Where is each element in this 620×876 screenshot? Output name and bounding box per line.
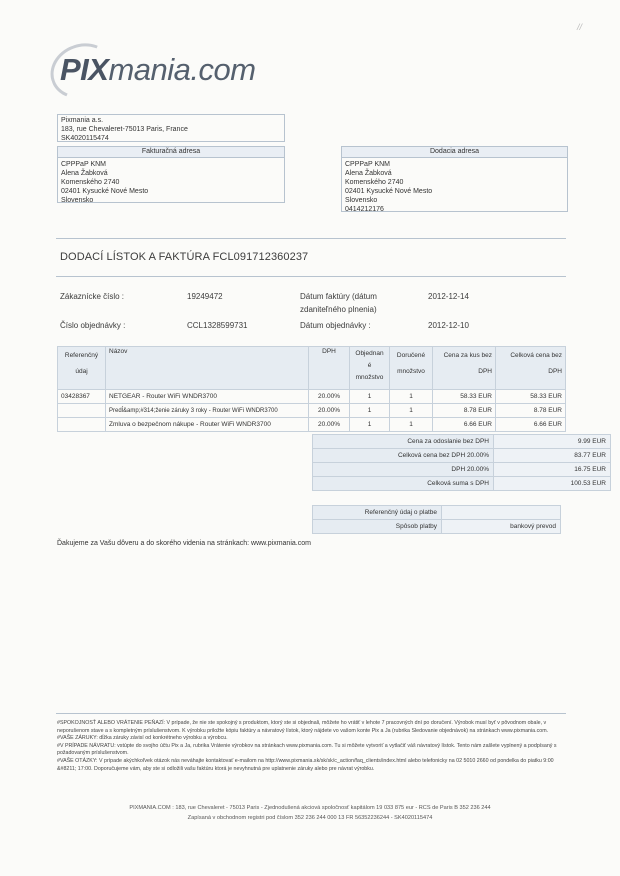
corner-mark: // — [576, 22, 582, 32]
seller-box — [57, 114, 285, 142]
header-text: údaj — [75, 368, 88, 375]
note-warranty: #VAŠE ZÁRUKY: dĺžka záruky závisí od konkrétneho výrobku a výrobcu. — [57, 735, 228, 742]
header-text: Celková cena bez — [510, 352, 562, 359]
row-name: Zmluva o bezpečnom nákupe - Router WiFi WNDR3700 — [106, 418, 309, 432]
row-ref — [58, 404, 106, 418]
header-text: DPH — [478, 368, 492, 375]
billing-line: Slovensko — [61, 197, 94, 204]
billing-address-box — [57, 146, 285, 203]
payment-ref-label: Referenčný údaj o platbe — [313, 506, 442, 520]
row-ordered: 1 — [350, 390, 390, 404]
seller-line: 183, rue Chevaleret-75013 Paris, France — [61, 126, 188, 133]
invoice-date-value: 2012-12-14 — [428, 292, 469, 301]
row-vat: 20.00% — [309, 418, 350, 432]
row-ordered: 1 — [350, 404, 390, 418]
document-title: DODACÍ LÍSTOK A FAKTÚRA FCL091712360237 — [60, 251, 309, 263]
divider — [56, 713, 566, 714]
footer-line: Zapísaná v obchodnom registri pod číslom 352 236 244 000 13 FR 56352236244 - SK4020115474 — [187, 815, 433, 821]
table-row — [58, 404, 566, 418]
row-ordered: 1 — [350, 418, 390, 432]
logo-swoosh-icon — [43, 35, 122, 108]
summary-row — [313, 435, 611, 449]
terms-notes — [57, 720, 567, 773]
items-table — [57, 346, 566, 432]
billing-line: Alena Žabková — [61, 170, 108, 177]
payment-method-label: Spôsob platby — [313, 520, 442, 534]
delivery-address-header: Dodacia adresa — [342, 147, 567, 158]
billing-address-header: Fakturačná adresa — [58, 147, 284, 158]
row-total-price: 8.78 EUR — [496, 404, 566, 418]
header-text: Cena za kus bez — [443, 352, 492, 359]
summary-row — [313, 449, 611, 463]
divider — [56, 276, 566, 277]
invoice-date-label-line: zdaniteľného plnenia) — [300, 305, 377, 314]
header-text: é — [367, 362, 372, 369]
summary-value: 100.53 EUR — [494, 477, 611, 491]
row-vat: 20.00% — [309, 390, 350, 404]
header-ref — [58, 347, 106, 390]
header-text: množstvo — [397, 368, 425, 375]
summary-value: 83.77 EUR — [494, 449, 611, 463]
summary-row — [313, 463, 611, 477]
header-name: Názov — [106, 347, 309, 390]
order-date-label: Dátum objednávky : — [300, 321, 371, 330]
order-number-label: Číslo objednávky : — [60, 321, 126, 330]
summary-label: Celková suma s DPH — [313, 477, 494, 491]
row-name: NETGEAR - Router WiFi WNDR3700 — [106, 390, 309, 404]
delivery-line: CPPPaP KNM — [345, 161, 390, 168]
header-text: DPH — [548, 368, 562, 375]
pixmania-logo — [60, 52, 256, 88]
summary-label: Celková cena bez DPH 20.00% — [313, 449, 494, 463]
row-ref: 03428367 — [58, 390, 106, 404]
header-text: množstvo — [355, 374, 384, 381]
row-unit-price: 8.78 EUR — [433, 404, 496, 418]
header-unit-price — [433, 347, 496, 390]
logo-brand-rest: mania.com — [108, 52, 256, 87]
row-delivered: 1 — [390, 390, 433, 404]
header-total-price — [496, 347, 566, 390]
logo-brand-bold: PIX — [60, 52, 109, 87]
row-total-price: 6.66 EUR — [496, 418, 566, 432]
note-return: #V PRÍPADE NÁVRATU: vstúpte do svojho účtu Pix a Ja, rubrika Vrátenie výrobkov na stránkach www.pixmania.com. Tu si môžete vytvoriť a vytlačiť váš návratový lístok. Tento nám zašlete vyplnený a podpísaný s požadovaným príslušenstvom. — [57, 742, 557, 757]
header-text: Referenčný — [64, 352, 99, 359]
order-number-value: CCL1328599731 — [187, 321, 248, 330]
row-ref — [58, 418, 106, 432]
summary-row — [313, 477, 611, 491]
row-name: Predĺ&amp;#314;ženie záruky 3 roky - Router WiFi WNDR3700 — [106, 404, 309, 418]
delivery-line: 0414212176 — [345, 206, 384, 213]
header-ordered — [350, 347, 390, 390]
seller-line: Pixmania a.s. — [61, 117, 104, 124]
note-questions: #VAŠE OTÁZKY: V prípade akýchkoľvek otázok nás neváhajte kontaktovať e-mailom na http://www.pixmania.sk/sk/sk/c_action/faq_clients/index.html alebo telefonicky na 02 5010 2660 od pondelka do piatku 9:00 &#8211; 17:00. Doporučujeme vám, aby ste si odložili vašu faktúru ktorá je nevyhnutná pre uplatnenie záruky alebo pre návrat výrobku. — [57, 757, 554, 772]
summary-label: Cena za odoslanie bez DPH — [313, 435, 494, 449]
row-delivered: 1 — [390, 404, 433, 418]
summary-value: 16.75 EUR — [494, 463, 611, 477]
customer-number-label: Zákaznícke číslo : — [60, 292, 125, 301]
header-text: Objednan — [355, 350, 384, 357]
header-delivered — [390, 347, 433, 390]
row-unit-price: 6.66 EUR — [433, 418, 496, 432]
header-text: Doručené — [396, 352, 426, 359]
table-row — [58, 418, 566, 432]
payment-table — [312, 505, 561, 534]
table-header-row — [58, 347, 566, 390]
invoice-date-label-line: Dátum faktúry (dátum — [300, 292, 377, 301]
summary-label: DPH 20.00% — [313, 463, 494, 477]
customer-number-value: 19249472 — [187, 292, 223, 301]
payment-method-value: bankový prevod — [442, 520, 561, 534]
billing-line: 02401 Kysucké Nové Mesto — [61, 188, 149, 195]
thanks-message: Ďakujeme za Vašu dôveru a do skorého videnia na stránkach: www.pixmania.com — [57, 540, 311, 547]
delivery-line: 02401 Kysucké Nové Mesto — [345, 188, 433, 195]
payment-row — [313, 506, 561, 520]
row-total-price: 58.33 EUR — [496, 390, 566, 404]
header-vat: DPH — [309, 347, 350, 390]
row-unit-price: 58.33 EUR — [433, 390, 496, 404]
note-satisfaction: #SPOKOJNOSŤ ALEBO VRÁTENIE PEŇAZÍ: V prípade, že nie ste spokojný s produktom, ktorý ste si objednali, môžete ho vrátiť v lehote 7 pracovných dní po doručení. Výrobok musí byť v pôvodnom obale, v neporušenom stave a s kompletným príslušenstvom. K výrobku priložte kópiu faktúry a návratový lístok, ktorý nájdete vo vašom konte Pix a Ja (rubrika Sledovanie objednávok) na stránkach www.pixmania.com. — [57, 720, 549, 734]
delivery-line: Komenského 2740 — [345, 179, 404, 186]
footer-line: PIXMANIA.COM : 183, rue Chevaleret - 75013 Paris - Zjednodušená akciová spoločnosť kapitálom 19 033 875 eur - RCS de Paris B 352 236 244 — [129, 805, 491, 811]
payment-row — [313, 520, 561, 534]
delivery-line: Alena Žabková — [345, 170, 392, 177]
divider — [56, 238, 566, 239]
delivery-line: Slovensko — [345, 197, 378, 204]
row-vat: 20.00% — [309, 404, 350, 418]
order-date-value: 2012-12-10 — [428, 321, 469, 330]
summary-value: 9.99 EUR — [494, 435, 611, 449]
company-footer — [60, 803, 560, 823]
seller-line: SK4020115474 — [61, 135, 109, 142]
row-delivered: 1 — [390, 418, 433, 432]
summary-table — [312, 434, 611, 491]
table-row — [58, 390, 566, 404]
payment-ref-value — [442, 506, 561, 520]
billing-line: CPPPaP KNM — [61, 161, 106, 168]
delivery-address-box — [341, 146, 568, 212]
billing-line: Komenského 2740 — [61, 179, 120, 186]
invoice-date-label — [300, 292, 377, 314]
